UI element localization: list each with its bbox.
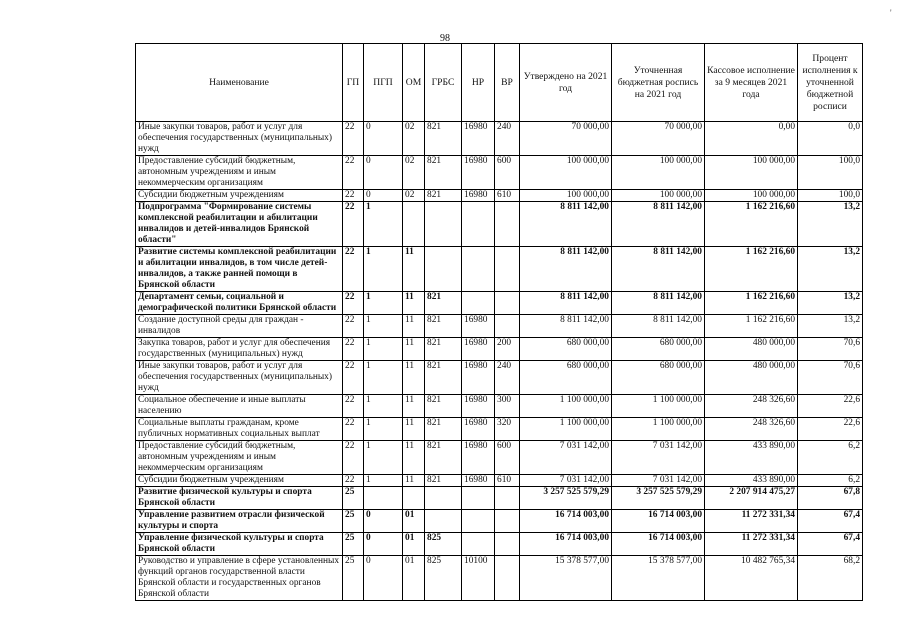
cell-vr: 240 (495, 361, 520, 395)
cell-grbs: 821 (425, 441, 462, 475)
header-approved: Утверждено на 2021 год (520, 44, 612, 122)
cell-vr: 600 (495, 441, 520, 475)
cell-refined: 3 257 525 579,29 (612, 487, 705, 510)
cell-refined: 680 000,00 (612, 361, 705, 395)
cell-cash: 11 272 331,34 (705, 533, 798, 556)
cell-approved: 3 257 525 579,29 (520, 487, 612, 510)
cell-cash: 480 000,00 (705, 361, 798, 395)
cell-vr: 240 (495, 122, 520, 156)
table-row (136, 247, 863, 292)
cell-pgp: 0 (364, 190, 403, 202)
cell-gp: 25 (343, 487, 364, 510)
cell-refined: 8 811 142,00 (612, 315, 705, 338)
cell-refined: 70 000,00 (612, 122, 705, 156)
cell-gp: 22 (343, 202, 364, 247)
table-row (136, 338, 863, 361)
cell-gp: 22 (343, 418, 364, 441)
cell-grbs: 821 (425, 315, 462, 338)
cell-vr: 300 (495, 395, 520, 418)
table-row (136, 533, 863, 556)
table-row (136, 475, 863, 487)
cell-refined: 16 714 003,00 (612, 533, 705, 556)
table-row (136, 556, 863, 601)
cell-name: Руководство и управление в сфере установленных функций органов государственной власти Брянской области и государственных органов Брянской области (136, 556, 343, 601)
cell-cash: 1 162 216,60 (705, 247, 798, 292)
header-row (136, 44, 863, 122)
cell-percent: 70,6 (798, 338, 863, 361)
cell-percent: 67,4 (798, 510, 863, 533)
cell-om: 01 (403, 533, 425, 556)
cell-grbs: 821 (425, 338, 462, 361)
cell-percent: 6,2 (798, 441, 863, 475)
cell-om (403, 202, 425, 247)
cell-refined: 1 100 000,00 (612, 418, 705, 441)
cell-grbs (425, 202, 462, 247)
cell-grbs: 821 (425, 475, 462, 487)
cell-vr (495, 247, 520, 292)
cell-vr (495, 487, 520, 510)
cell-percent: 22,6 (798, 395, 863, 418)
cell-gp: 22 (343, 190, 364, 202)
cell-name: Создание доступной среды для граждан - инвалидов (136, 315, 343, 338)
cell-om: 02 (403, 190, 425, 202)
cell-vr (495, 292, 520, 315)
cell-pgp: 1 (364, 418, 403, 441)
cell-approved: 680 000,00 (520, 361, 612, 395)
cell-grbs (425, 510, 462, 533)
cell-pgp: 0 (364, 156, 403, 190)
table-row (136, 487, 863, 510)
cell-om: 11 (403, 395, 425, 418)
cell-pgp: 1 (364, 247, 403, 292)
cell-np: 16980 (462, 190, 495, 202)
cell-percent: 13,2 (798, 315, 863, 338)
cell-grbs (425, 247, 462, 292)
cell-cash: 433 890,00 (705, 441, 798, 475)
cell-approved: 1 100 000,00 (520, 395, 612, 418)
cell-gp: 25 (343, 533, 364, 556)
cell-pgp: 0 (364, 533, 403, 556)
cell-approved: 7 031 142,00 (520, 441, 612, 475)
cell-np: 16980 (462, 338, 495, 361)
cell-om: 11 (403, 475, 425, 487)
cell-grbs: 821 (425, 395, 462, 418)
cell-om: 11 (403, 361, 425, 395)
cell-vr: 600 (495, 156, 520, 190)
cell-gp: 22 (343, 315, 364, 338)
table-row (136, 122, 863, 156)
cell-approved: 8 811 142,00 (520, 315, 612, 338)
cell-percent: 70,6 (798, 361, 863, 395)
cell-pgp: 1 (364, 315, 403, 338)
cell-grbs (425, 487, 462, 510)
cell-approved: 100 000,00 (520, 156, 612, 190)
cell-np: 16980 (462, 315, 495, 338)
cell-percent: 13,2 (798, 247, 863, 292)
cell-percent: 13,2 (798, 202, 863, 247)
cell-om: 02 (403, 122, 425, 156)
cell-np (462, 487, 495, 510)
table-row (136, 510, 863, 533)
cell-name: Субсидии бюджетным учреждениям (136, 190, 343, 202)
cell-cash: 1 162 216,60 (705, 315, 798, 338)
cell-refined: 100 000,00 (612, 156, 705, 190)
cell-grbs: 821 (425, 122, 462, 156)
cell-vr (495, 315, 520, 338)
cell-np: 16980 (462, 156, 495, 190)
cell-percent: 6,2 (798, 475, 863, 487)
table-row (136, 190, 863, 202)
cell-vr: 610 (495, 190, 520, 202)
cell-np (462, 292, 495, 315)
cell-pgp: 1 (364, 202, 403, 247)
header-name: Наименование (136, 44, 343, 122)
cell-gp: 25 (343, 510, 364, 533)
header-pgp: ПГП (364, 44, 403, 122)
cell-np (462, 533, 495, 556)
cell-np: 16980 (462, 122, 495, 156)
cell-percent: 13,2 (798, 292, 863, 315)
cell-refined: 8 811 142,00 (612, 247, 705, 292)
cell-name: Закупка товаров, работ и услуг для обеспечения государственных (муниципальных) нужд (136, 338, 343, 361)
cell-refined: 16 714 003,00 (612, 510, 705, 533)
cell-om: 11 (403, 292, 425, 315)
cell-percent: 100,0 (798, 190, 863, 202)
cell-vr (495, 556, 520, 601)
cell-grbs: 821 (425, 156, 462, 190)
cell-cash: 0,00 (705, 122, 798, 156)
cell-approved: 680 000,00 (520, 338, 612, 361)
cell-np (462, 510, 495, 533)
cell-np: 16980 (462, 441, 495, 475)
cell-cash: 2 207 914 475,27 (705, 487, 798, 510)
cell-cash: 1 162 216,60 (705, 202, 798, 247)
cell-np (462, 247, 495, 292)
cell-pgp: 1 (364, 395, 403, 418)
cell-name: Иные закупки товаров, работ и услуг для обеспечения государственных (муниципальных) нужд (136, 361, 343, 395)
cell-pgp: 0 (364, 556, 403, 601)
cell-vr: 200 (495, 338, 520, 361)
cell-name: Предоставление субсидий бюджетным, автономным учреждениям и иным некоммерческим организациям (136, 156, 343, 190)
cell-gp: 22 (343, 395, 364, 418)
cell-np: 10100 (462, 556, 495, 601)
cell-grbs: 821 (425, 418, 462, 441)
cell-approved: 8 811 142,00 (520, 202, 612, 247)
cell-pgp: 1 (364, 441, 403, 475)
cell-pgp (364, 487, 403, 510)
header-percent: Процент исполнения к уточненной бюджетной росписи (798, 44, 863, 122)
cell-np: 16980 (462, 418, 495, 441)
cell-approved: 8 811 142,00 (520, 292, 612, 315)
budget-table (135, 43, 863, 601)
cell-name: Социальные выплаты гражданам, кроме публичных нормативных социальных выплат (136, 418, 343, 441)
cell-om (403, 487, 425, 510)
cell-percent: 67,4 (798, 533, 863, 556)
cell-approved: 1 100 000,00 (520, 418, 612, 441)
cell-vr (495, 510, 520, 533)
cell-approved: 70 000,00 (520, 122, 612, 156)
cell-name: Субсидии бюджетным учреждениям (136, 475, 343, 487)
cell-pgp: 0 (364, 122, 403, 156)
header-om: ОМ (403, 44, 425, 122)
table-row (136, 361, 863, 395)
cell-refined: 7 031 142,00 (612, 475, 705, 487)
cell-om: 01 (403, 510, 425, 533)
table-body (136, 122, 863, 601)
cell-grbs: 821 (425, 190, 462, 202)
corner-mark: ' (890, 8, 892, 18)
header-cash: Кассовое исполнение за 9 месяцев 2021 года (705, 44, 798, 122)
cell-vr: 610 (495, 475, 520, 487)
cell-cash: 100 000,00 (705, 156, 798, 190)
table-row (136, 441, 863, 475)
cell-om: 11 (403, 315, 425, 338)
cell-percent: 67,8 (798, 487, 863, 510)
cell-cash: 248 326,60 (705, 418, 798, 441)
cell-refined: 7 031 142,00 (612, 441, 705, 475)
cell-refined: 100 000,00 (612, 190, 705, 202)
cell-gp: 22 (343, 475, 364, 487)
cell-name: Подпрограмма "Формирование системы комплексной реабилитации и абилитации инвалидов и детей-инвалидов Брянской области" (136, 202, 343, 247)
cell-om: 11 (403, 338, 425, 361)
cell-np (462, 202, 495, 247)
cell-refined: 680 000,00 (612, 338, 705, 361)
cell-gp: 22 (343, 441, 364, 475)
cell-cash: 11 272 331,34 (705, 510, 798, 533)
cell-gp: 22 (343, 361, 364, 395)
cell-vr (495, 533, 520, 556)
cell-om: 02 (403, 156, 425, 190)
cell-name: Департамент семьи, социальной и демографической политики Брянской области (136, 292, 343, 315)
cell-approved: 15 378 577,00 (520, 556, 612, 601)
cell-gp: 22 (343, 247, 364, 292)
cell-percent: 0,0 (798, 122, 863, 156)
cell-gp: 22 (343, 122, 364, 156)
cell-refined: 15 378 577,00 (612, 556, 705, 601)
cell-grbs: 821 (425, 361, 462, 395)
cell-vr: 320 (495, 418, 520, 441)
cell-gp: 25 (343, 556, 364, 601)
cell-approved: 16 714 003,00 (520, 510, 612, 533)
cell-gp: 22 (343, 292, 364, 315)
table-row (136, 395, 863, 418)
cell-approved: 100 000,00 (520, 190, 612, 202)
cell-percent: 22,6 (798, 418, 863, 441)
cell-name: Иные закупки товаров, работ и услуг для обеспечения государственных (муниципальных) нужд (136, 122, 343, 156)
table-row (136, 156, 863, 190)
cell-cash: 10 482 765,34 (705, 556, 798, 601)
cell-approved: 7 031 142,00 (520, 475, 612, 487)
table-row (136, 202, 863, 247)
cell-grbs: 825 (425, 533, 462, 556)
cell-name: Управление развитием отрасли физической культуры и спорта (136, 510, 343, 533)
header-grbs: ГРБС (425, 44, 462, 122)
header-refined: Уточненная бюджетная роспись на 2021 год (612, 44, 705, 122)
cell-name: Развитие физической культуры и спорта Брянской области (136, 487, 343, 510)
cell-np: 16980 (462, 361, 495, 395)
cell-pgp: 1 (364, 292, 403, 315)
cell-cash: 100 000,00 (705, 190, 798, 202)
cell-name: Управление физической культуры и спорта Брянской области (136, 533, 343, 556)
cell-name: Развитие системы комплексной реабилитации и абилитации инвалидов, в том числе детей-инвалидов, а также ранней помощи в Брянской области (136, 247, 343, 292)
header-np: НР (462, 44, 495, 122)
cell-om: 11 (403, 441, 425, 475)
cell-pgp: 1 (364, 475, 403, 487)
table-row (136, 292, 863, 315)
table-row (136, 315, 863, 338)
cell-np: 16980 (462, 395, 495, 418)
cell-gp: 22 (343, 338, 364, 361)
cell-approved: 8 811 142,00 (520, 247, 612, 292)
cell-name: Предоставление субсидий бюджетным, автономным учреждениям и иным некоммерческим организациям (136, 441, 343, 475)
cell-refined: 1 100 000,00 (612, 395, 705, 418)
cell-cash: 433 890,00 (705, 475, 798, 487)
header-vr: ВР (495, 44, 520, 122)
cell-cash: 1 162 216,60 (705, 292, 798, 315)
cell-approved: 16 714 003,00 (520, 533, 612, 556)
cell-pgp: 1 (364, 338, 403, 361)
cell-cash: 480 000,00 (705, 338, 798, 361)
cell-refined: 8 811 142,00 (612, 292, 705, 315)
cell-np: 16980 (462, 475, 495, 487)
cell-grbs: 821 (425, 292, 462, 315)
cell-pgp: 0 (364, 510, 403, 533)
page-number: 98 (440, 33, 450, 44)
cell-cash: 248 326,60 (705, 395, 798, 418)
cell-vr (495, 202, 520, 247)
cell-om: 11 (403, 247, 425, 292)
cell-pgp: 1 (364, 361, 403, 395)
header-gp: ГП (343, 44, 364, 122)
table-row (136, 418, 863, 441)
cell-om: 11 (403, 418, 425, 441)
cell-refined: 8 811 142,00 (612, 202, 705, 247)
cell-grbs: 825 (425, 556, 462, 601)
cell-percent: 100,0 (798, 156, 863, 190)
cell-name: Социальное обеспечение и иные выплаты населению (136, 395, 343, 418)
cell-percent: 68,2 (798, 556, 863, 601)
cell-gp: 22 (343, 156, 364, 190)
cell-om: 01 (403, 556, 425, 601)
